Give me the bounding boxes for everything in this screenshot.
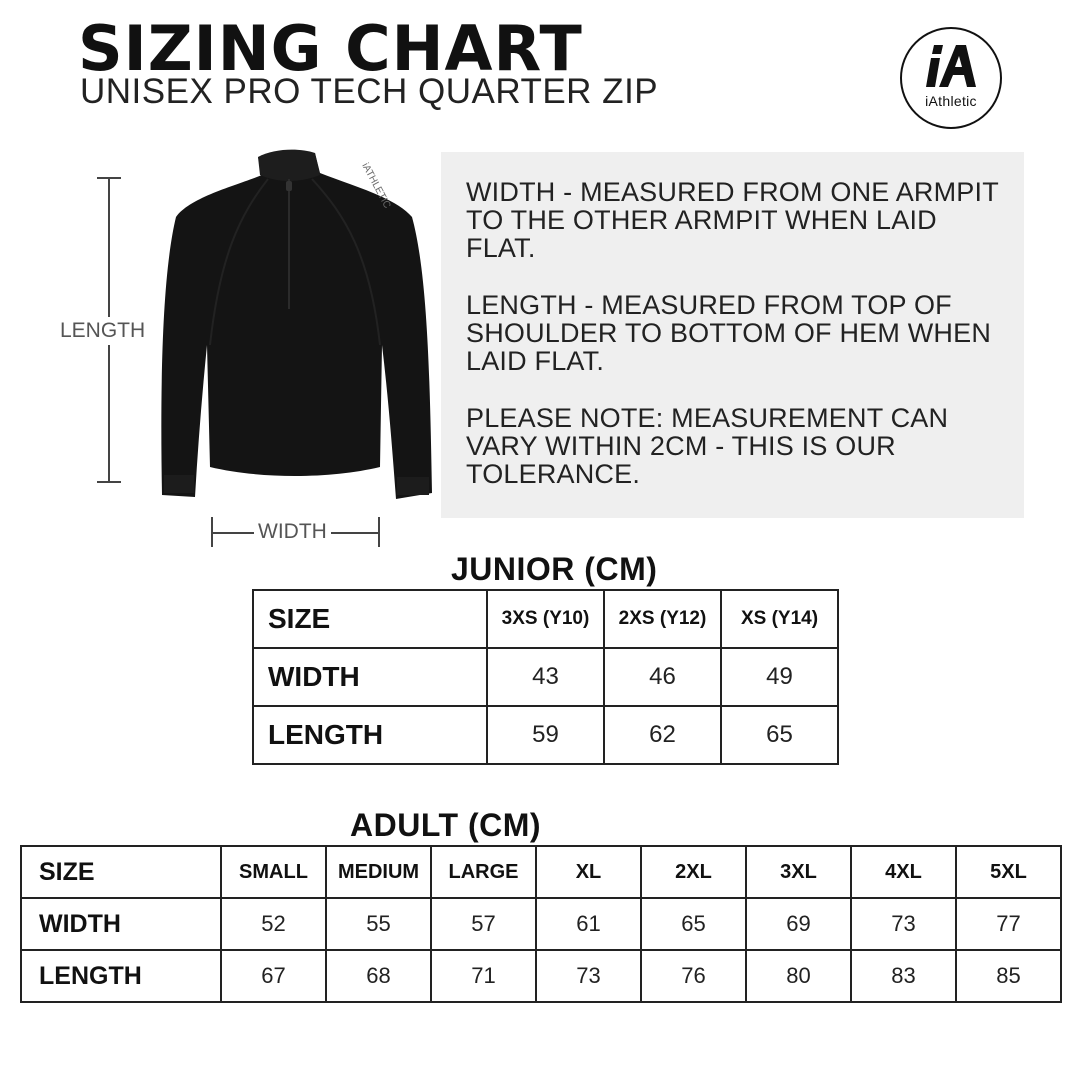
length-cell: 83 (851, 950, 956, 1002)
size-cell: 4XL (851, 846, 956, 898)
sleeve-print: iATHLETIC (359, 161, 393, 211)
size-row-header: SIZE (253, 590, 487, 648)
size-cell: 3XS (Y10) (487, 590, 604, 648)
length-cell: 65 (721, 706, 838, 764)
size-row-header: SIZE (21, 846, 221, 898)
junior-size-table (252, 589, 839, 765)
table-row (253, 590, 838, 648)
size-cell: LARGE (431, 846, 536, 898)
table-row (21, 846, 1061, 898)
length-note: LENGTH - MEASURED FROM TOP OF SHOULDER TO BOTTOM OF HEM WHEN LAID FLAT. (466, 290, 992, 376)
tolerance-note: PLEASE NOTE: MEASUREMENT CAN VARY WITHIN 2CM - THIS IS OUR TOLERANCE. (466, 403, 949, 489)
width-cell: 49 (721, 648, 838, 706)
garment-zipper (288, 179, 290, 309)
width-cell: 77 (956, 898, 1061, 950)
width-cell: 69 (746, 898, 851, 950)
length-row-header: LENGTH (21, 950, 221, 1002)
width-cell: 73 (851, 898, 956, 950)
brand-logo (900, 27, 1002, 129)
size-cell: XL (536, 846, 641, 898)
length-cell: 62 (604, 706, 721, 764)
garment-collar (258, 150, 320, 181)
width-note: WIDTH - MEASURED FROM ONE ARMPIT TO THE OTHER ARMPIT WHEN LAID FLAT. (466, 177, 999, 263)
table-row (253, 648, 838, 706)
width-cell: 52 (221, 898, 326, 950)
length-row-header: LENGTH (253, 706, 487, 764)
size-cell: 3XL (746, 846, 851, 898)
junior-table-title: JUNIOR (CM) (451, 551, 658, 587)
width-row-header: WIDTH (253, 648, 487, 706)
width-cell: 65 (641, 898, 746, 950)
table-row (253, 706, 838, 764)
width-guide-right-tick (378, 517, 380, 547)
length-cell: 76 (641, 950, 746, 1002)
quarter-zip-garment (150, 145, 440, 505)
width-cell: 57 (431, 898, 536, 950)
length-cell: 71 (431, 950, 536, 1002)
width-cell: 46 (604, 648, 721, 706)
size-cell: SMALL (221, 846, 326, 898)
length-cell: 67 (221, 950, 326, 1002)
size-cell: 2XS (Y12) (604, 590, 721, 648)
length-cell: 59 (487, 706, 604, 764)
size-cell: 2XL (641, 846, 746, 898)
measurement-notes (441, 152, 1024, 518)
length-cell: 80 (746, 950, 851, 1002)
table-row (21, 898, 1061, 950)
logo-wordmark: iAthletic (925, 93, 977, 109)
length-cell: 85 (956, 950, 1061, 1002)
page-title: SIZING CHART (78, 12, 583, 85)
width-label: WIDTH (254, 520, 331, 544)
size-cell: XS (Y14) (721, 590, 838, 648)
length-guide-bottom-tick (97, 481, 121, 483)
table-row (21, 950, 1061, 1002)
ia-logo-mark-icon (926, 45, 978, 91)
width-row-header: WIDTH (21, 898, 221, 950)
length-label: LENGTH (60, 317, 145, 345)
product-name: UNISEX PRO TECH QUARTER ZIP (80, 72, 659, 111)
length-cell: 73 (536, 950, 641, 1002)
adult-table-title: ADULT (CM) (350, 807, 542, 843)
adult-size-table (20, 845, 1062, 1003)
size-cell: 5XL (956, 846, 1061, 898)
width-cell: 43 (487, 648, 604, 706)
length-cell: 68 (326, 950, 431, 1002)
size-cell: MEDIUM (326, 846, 431, 898)
width-cell: 61 (536, 898, 641, 950)
width-cell: 55 (326, 898, 431, 950)
